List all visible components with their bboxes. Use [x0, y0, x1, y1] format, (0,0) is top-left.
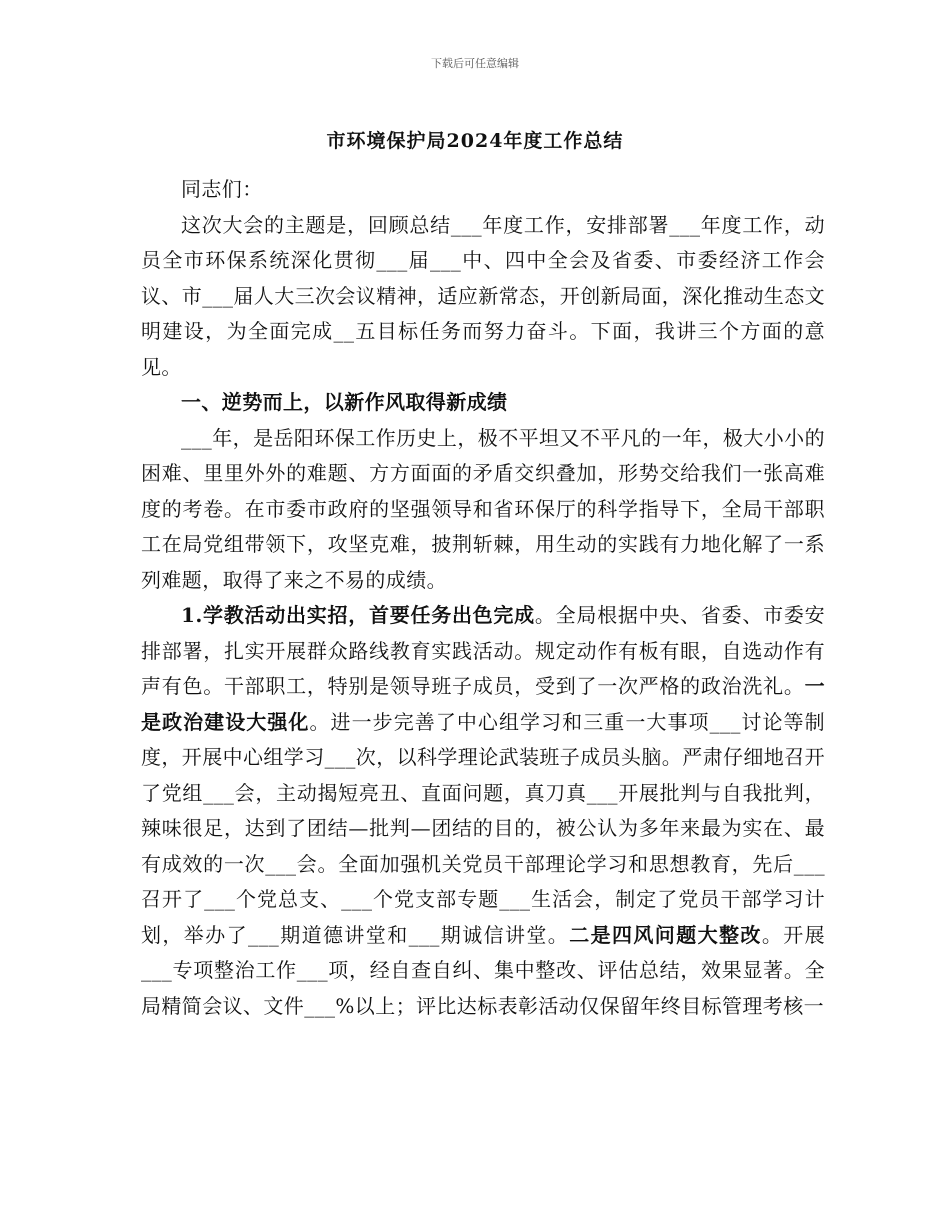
- intro-paragraph: 这次大会的主题是，回顾总结___年度工作，安排部署___年度工作，动员全市环保系统深化贯彻___届___中、四中全会及省委、市委经济工作会议、市___届人大三次会议精神，适应新常态，开创新局面，深化推动生态文明建设，为全面完成__五目标任务而努力奋斗。下面，我讲三个方面的意见。: [141, 212, 825, 379]
- item-1-paragraph: [141, 598, 825, 1024]
- item-1-text-a: 。全局根据中央、省委、市委安排部署，扎实开展群众路线教育实践活动。规定动作有板有眼，自选动作有声有色。干部职工，特别是领导班子成员，受到了一次严格的政治洗礼。: [141, 603, 825, 698]
- item-1-sub2-heading: 二是四风问题大整改: [569, 922, 762, 947]
- item-1-sub1-heading: 一是政治建设大强化: [141, 674, 825, 734]
- item-1-text-b: 。进一步完善了中心组学习和三重一大事项___讨论等制度，开展中心组学习___次，以科学理论武装班子成员头脑。严肃仔细地召开了党组___会，主动揭短亮丑、直面问题，真刀真___开展批判与自我批判，辣味很足，达到了团结—批判—团结的目的，被公认为多年来最为实在、最有成效的一次___会。全面加强机关党员干部理论学习和思想教育，先后___召开了___个党总支、___个党支部专题___生活会，制定了党员干部学习计划，举办了___期道德讲堂和___期诚信讲堂。: [141, 709, 825, 947]
- page-header: 下载后可任意编辑: [431, 57, 519, 70]
- document-title: 市环境保护局2024年度工作总结: [326, 130, 624, 152]
- section-1-heading: 一、逆势而上，以新作风取得新成绩: [181, 390, 508, 414]
- section-1-paragraph: ___年，是岳阳环保工作历史上，极不平坦又不平凡的一年，极大小小的困难、里里外外的难题、方方面面的矛盾交织叠加，形势交给我们一张高难度的考卷。在市委市政府的坚强领导和省环保厅的科学指导下，全局干部职工在局党组带领下，攻坚克难，披荆斩棘，用生动的实践有力地化解了一系列难题，取得了来之不易的成绩。: [141, 425, 825, 592]
- salutation: 同志们：: [181, 177, 263, 201]
- document-body: [141, 172, 825, 1024]
- item-1-text-c: 。开展___专项整治工作___项，经自查自纠、集中整改、评估总结，效果显著。全局精简会议、文件___%以上；评比达标表彰活动仅保留年终目标管理考核一: [141, 922, 826, 1018]
- item-1-heading: 1.学教活动出实招，首要任务出色完成: [181, 603, 535, 627]
